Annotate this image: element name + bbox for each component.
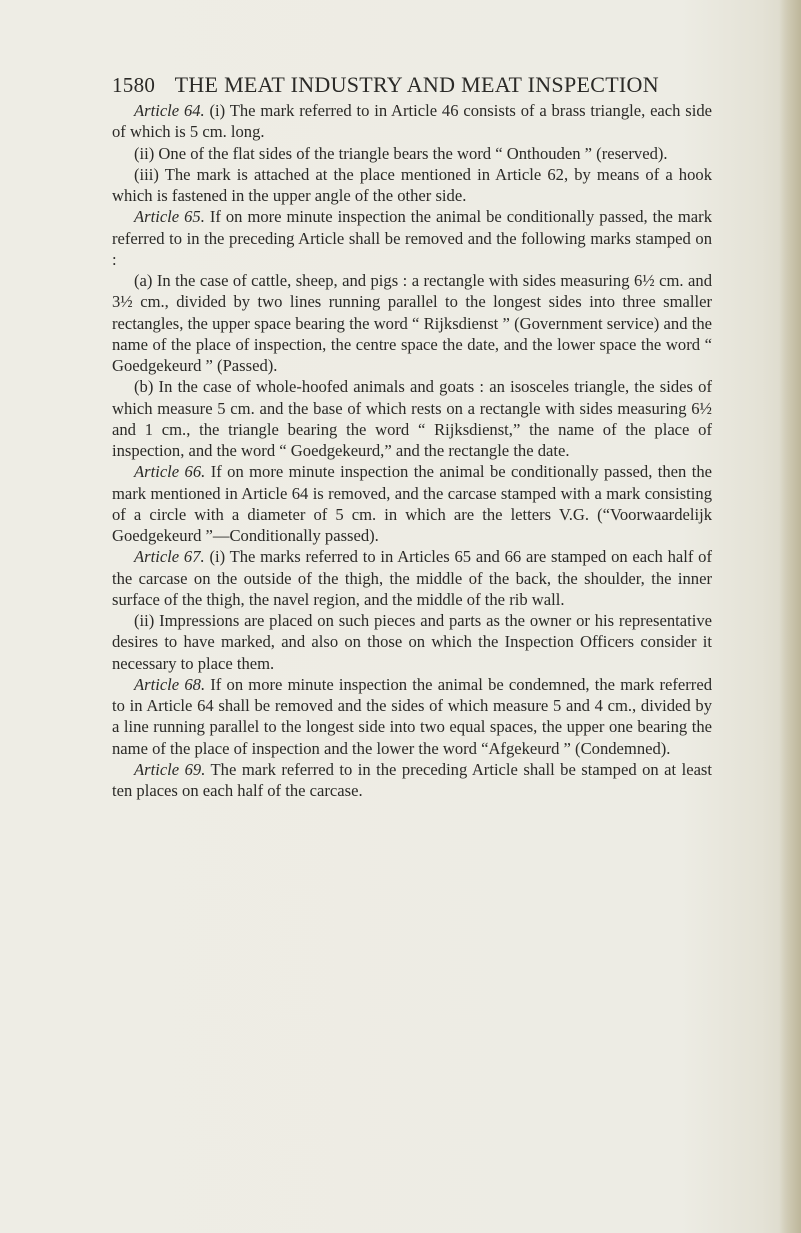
article-heading: Article 64. — [134, 101, 205, 120]
article-heading: Article 67. — [134, 547, 205, 567]
paragraph-article-65-b: (b) In the case of whole-hoofed animals and goats : an isosceles triangle, the sides of which measure 5 cm. and the base of which rests on a rectangle with sides measuring 6½ and 1 cm., the triangle bearing the word “ Rijksdienst,” the name of the place of inspection, and the word “ Goedgekeurd,” and the rectangle the date. — [112, 377, 712, 460]
running-title: THE MEAT INDUSTRY AND MEAT INSPECTION — [174, 72, 659, 97]
page-header — [112, 72, 712, 98]
paragraph-article-64-ii: (ii) One of the flat sides of the triangle bears the word “ Onthouden ” (reserved). — [134, 143, 668, 163]
paragraph-article-65-a: (a) In the case of cattle, sheep, and pigs : a rectangle with sides measuring 6½ cm. and 3½ cm., divided by two lines running parallel to the longest sides into three smaller rectangles, the upper space bearing the word “ Rijksdienst ” (Government service) and the name of the place of inspection, the centre space the date, and the lower space the word “ Goedgekeurd ” (Passed). — [112, 271, 712, 375]
article-heading: Article 66. — [134, 462, 206, 482]
paragraph-article-65: Article 65. If on more minute inspection the animal be conditionally passed, the mark referred to in the preceding Article shall be removed and the following marks stamped on : — [112, 207, 712, 269]
article-heading: Article 65. — [134, 207, 205, 227]
page-number: 1580 — [112, 73, 156, 97]
paragraph-article-69: Article 69. The mark referred to in the preceding Article shall be stamped on at least ten places on each half of the carcase. — [112, 759, 713, 800]
article-heading: Article 69. — [134, 759, 206, 779]
paragraph-article-64-i: Article 64. (i) The mark referred to in Article 46 consists of a brass triangle, each side of which is 5 cm. long. — [112, 101, 712, 142]
page-edge-shadow — [779, 0, 801, 1233]
paragraph-article-67-ii: (ii) Impressions are placed on such pieces and parts as the owner or his representative desires to have marked, and also on those on which the Inspection Officers consider it necessary to place them. — [112, 611, 712, 673]
paragraph-article-68: Article 68. If on more minute inspection the animal be condemned, the mark referred to in Article 64 shall be removed and the sides of which measure 5 and 4 cm., divided by a line running parallel to the longest side into two equal spaces, the upper one bearing the name of the place of inspection and the lower the word “Afgekeurd ” (Condemned). — [112, 674, 712, 758]
body-text — [112, 100, 712, 801]
paragraph-article-66: Article 66. If on more minute inspection the animal be conditionally passed, then the mark mentioned in Article 64 is removed, and the carcase stamped with a mark consisting of a circle with a diameter of 5 cm. in which are the letters V.G. (“Voorwaardelijk Goedgekeurd ”—Conditionally passed). — [112, 462, 712, 545]
paragraph-article-64-iii: (iii) The mark is attached at the place mentioned in Article 62, by means of a hook which is fastened in the upper angle of the other side. — [112, 164, 712, 205]
paragraph-article-67-i: Article 67. (i) The marks referred to in Articles 65 and 66 are stamped on each half of the carcase on the outside of the thigh, the middle of the back, the shoulder, the inner surface of the thigh, the navel region, and the middle of the rib wall. — [112, 547, 712, 609]
article-heading: Article 68. — [134, 674, 206, 694]
